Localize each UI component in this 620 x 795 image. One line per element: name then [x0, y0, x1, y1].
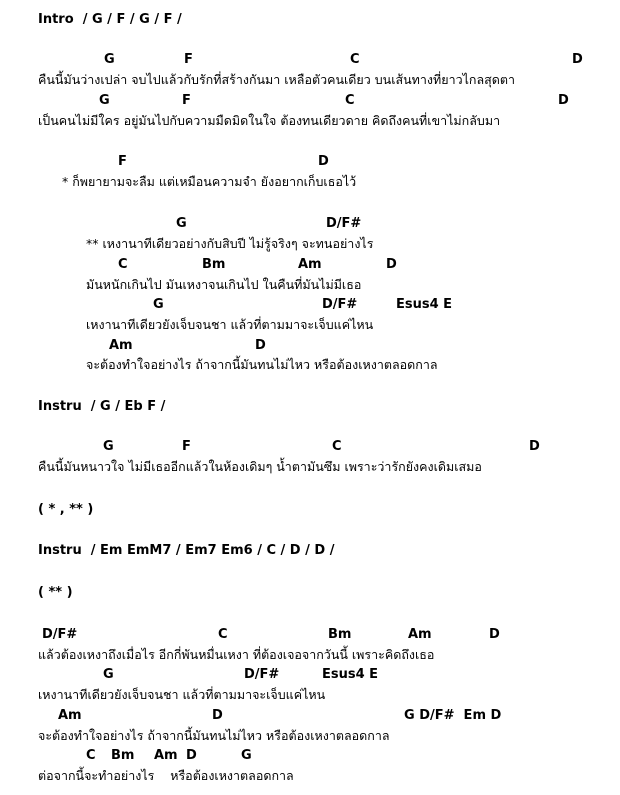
chord: G — [176, 216, 187, 231]
chord: C — [218, 627, 228, 642]
lyric-line: คืนนี้มันว่างเปล่า จบไปแล้วกับรักที่สร้างกันมา เหลือตัวคนเดียว บนเส้นทางที่ยาวไกลสุดตา — [38, 72, 516, 87]
chord: Bm — [111, 748, 135, 763]
chord: Am — [109, 338, 133, 353]
chord: D — [529, 439, 540, 454]
chord: Am — [408, 627, 432, 642]
chord: G — [103, 439, 114, 454]
chord: F — [182, 439, 191, 454]
chord: G — [153, 297, 164, 312]
lyric-line: * ก็พยายามจะลืม แต่เหมือนความจำ ยังอยากเก็บเธอไว้ — [62, 174, 357, 189]
chord: C — [86, 748, 96, 763]
chord: D — [572, 52, 583, 67]
chord: Esus4 E — [322, 667, 379, 682]
lyric-line: เหงานาทีเดียวยังเจ็บจนชา แล้วที่ตามมาจะเจ็บแค่ไหน — [38, 687, 326, 702]
instrumental-line: Instru / Em EmM7 / Em7 Em6 / C / D / D / — [38, 543, 335, 558]
chord: G — [104, 52, 115, 67]
chord: G — [99, 93, 110, 108]
repeat-marker: ( ** ) — [38, 585, 73, 600]
lyric-line: คืนนี้มันหนาวใจ ไม่มีเธออีกแล้วในห้องเดิมๆ น้ำตามันซึม เพราะว่ารักยังคงเดิมเสมอ — [38, 459, 482, 474]
chord: D — [386, 257, 397, 272]
lyric-line: จะต้องทำใจอย่างไร ถ้าจากนี้มันทนไม่ไหว หรือต้องเหงาตลอดกาล — [86, 357, 438, 372]
lyric-line: เหงานาทีเดียวยังเจ็บจนชา แล้วที่ตามมาจะเจ็บแค่ไหน — [86, 317, 374, 332]
lyric-line: แล้วต้องเหงาถึงเมื่อไร อีกกี่พันหมื่นเหงา ที่ต้องเจอจากวันนี้ เพราะคิดถึงเธอ — [38, 647, 435, 662]
lyric-line: ต่อจากนี้จะทำอย่างไร หรือต้องเหงาตลอดกาล — [38, 768, 294, 783]
chord: D/F# — [326, 216, 362, 231]
chord: D/F# — [244, 667, 280, 682]
chord: D — [255, 338, 266, 353]
chord: F — [184, 52, 193, 67]
chord: D — [212, 708, 223, 723]
chord: Am — [154, 748, 178, 763]
chord: C — [332, 439, 342, 454]
chord: Am — [298, 257, 322, 272]
lyric-line: มันหนักเกินไป มันเหงาจนเกินไป ในคืนที่มันไม่มีเธอ — [86, 277, 362, 292]
lyric-line: เป็นคนไม่มีใคร อยู่มันไปกับความมืดมิดในใจ ต้องทนเดียวดาย คิดถึงคนที่เขาไม่กลับมา — [38, 113, 501, 128]
repeat-marker: ( * , ** ) — [38, 502, 94, 517]
chord: Esus4 E — [396, 297, 453, 312]
lyric-line: ** เหงานาทีเดียวอย่างกับสิบปี ไม่รู้จริงๆ จะทนอย่างไร — [86, 236, 374, 251]
chord: D/F# — [42, 627, 78, 642]
instrumental-line: Instru / G / Eb F / — [38, 399, 166, 414]
chord: G — [103, 667, 114, 682]
lyric-line: จะต้องทำใจอย่างไร ถ้าจากนี้มันทนไม่ไหว หรือต้องเหงาตลอดกาล — [38, 728, 390, 743]
chord: Bm — [328, 627, 352, 642]
chord: F — [182, 93, 191, 108]
chord: D/F# — [322, 297, 358, 312]
chord: Am — [58, 708, 82, 723]
chord: F — [118, 154, 127, 169]
chord: C — [350, 52, 360, 67]
chord: G D/F# Em D — [404, 708, 502, 723]
intro-line: Intro / G / F / G / F / — [38, 12, 182, 27]
chord: C — [345, 93, 355, 108]
chord: D — [186, 748, 197, 763]
chord: C — [118, 257, 128, 272]
chord: D — [558, 93, 569, 108]
chord: Bm — [202, 257, 226, 272]
chord: D — [318, 154, 329, 169]
chord: D — [489, 627, 500, 642]
chord: G — [241, 748, 252, 763]
